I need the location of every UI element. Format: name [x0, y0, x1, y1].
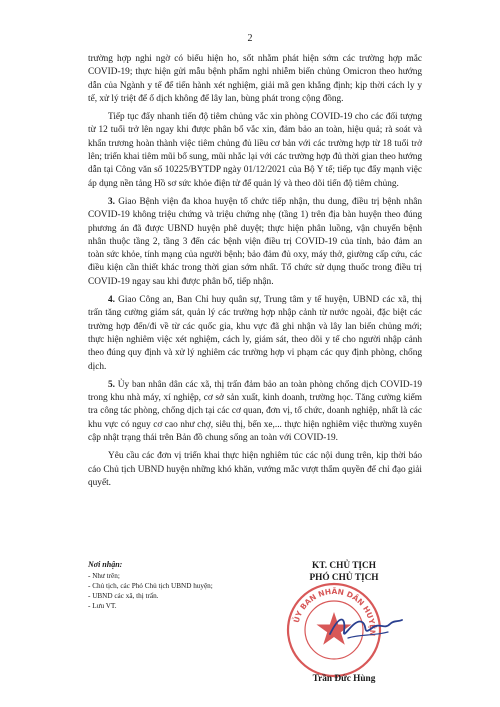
paragraph-item-4 — [88, 294, 422, 374]
item-number: 5. — [108, 379, 115, 390]
paragraph-vaccination: Tiếp tục đẩy nhanh tiến độ tiêm chủng vắc xin phòng COVID-19 cho các đối tượng từ 12 tuổi trở lên ngay khi được phân bổ vắc xin, đảm bảo an toàn, hiệu quả; rà soát và khẩn trương hoàn thành việc tiêm chủng đủ liều cơ bản với các trường hợp từ 18 tuổi trở lên; triển khai tiêm mũi bổ sung, mũi nhắc lại với các trường hợp đủ thời gian theo hướng dẫn tại Công văn số 10225/BYTDP ngày 01/12/2021 của Bộ Y tế; tiếp tục đẩy mạnh việc áp dụng nền tảng Hồ sơ sức khỏe điện tử để quản lý và theo dõi tiến độ tiêm chủng. — [88, 112, 422, 189]
paragraph-intro-continued: trường hợp nghi ngờ có biểu hiện ho, sốt nhằm phát hiện sớm các trường hợp mắc COVID-19; thực hiện gửi mẫu bệnh phẩm nghi nhiễm biến chủng Omicron theo hướng dẫn của Ngành y tế để tiến hành xét nghiệm, giải mã gen khẳng định; kịp thời cách ly y tế, xử lý triệt để ổ dịch không để lây lan, bùng phát trong cộng đồng. — [88, 54, 422, 104]
signature-block — [266, 560, 422, 684]
signer-role-line1: KT. CHỦ TỊCH — [312, 561, 376, 571]
document-body — [88, 53, 422, 495]
recipient-item: - Như trên; — [88, 572, 120, 580]
item-number: 4. — [108, 295, 115, 306]
recipient-item: - UBND các xã, thị trấn. — [88, 592, 159, 600]
signer-role-line2: PHÓ CHỦ TỊCH — [309, 573, 379, 583]
paragraph-closing: Yêu cầu các đơn vị triển khai thực hiện nghiêm túc các nội dung trên, kịp thời báo cáo Chủ tịch UBND huyện những khó khăn, vướng mắc vượt thẩm quyền để chỉ đạo giải quyết. — [88, 451, 422, 488]
handwritten-signature — [326, 608, 406, 648]
item-number: 3. — [108, 196, 115, 207]
recipient-item: - Chủ tịch, các Phó Chủ tịch UBND huyện; — [88, 582, 213, 590]
recipients-list — [88, 560, 263, 611]
recipient-item: - Lưu VT. — [88, 602, 117, 610]
item-text: Giao Bệnh viện đa khoa huyện tổ chức tiếp nhận, thu dung, điều trị bệnh nhân COVID-19 không triệu chứng và triệu chứng nhẹ (tầng 1) trên địa bàn huyện theo đúng phương án đã được UBND huyện phê duyệt; thực hiện phân luồng, vận chuyển bệnh nhân thuộc tầng 2, tầng 3 đến các bệnh viện điều trị COVID-19 của tỉnh, bảo đảm an toàn sức khỏe, tính mạng của người bệnh; bảo đảm đủ oxy, máy thở, giường cấp cứu, các điều kiện cần thiết khác trong thời gian sớm nhất. Tổ chức sử dụng thuốc trong điều trị COVID-19 ngay sau khi được phân bổ, tiếp nhận. — [88, 196, 423, 287]
page-number: 2 — [247, 33, 253, 44]
document-footer — [88, 560, 422, 690]
paragraph-item-5 — [88, 379, 422, 445]
paragraph-item-3 — [88, 196, 422, 289]
recipients-title: Nơi nhận: — [88, 560, 123, 569]
item-text: Giao Công an, Ban Chỉ huy quân sự, Trung tâm y tế huyện, UBND các xã, thị trấn tăng cường giám sát, quản lý các trường hợp nhập cảnh từ nước ngoài, đặc biệt các trường hợp đến/đi về từ các quốc gia, khu vực đã ghi nhận và lây lan biến chủng mới; thực hiện nghiêm việc xét nghiệm, cách ly, giám sát, theo dõi y tế cho người nhập cảnh theo đúng quy định và xử lý nghiêm các trường hợp vi phạm các quy định phòng, chống dịch. — [88, 295, 422, 372]
seal-text: ỦY BAN NHÂN DÂN HUYỆN — [291, 586, 378, 637]
item-text: Ủy ban nhân dân các xã, thị trấn đảm bảo an toàn phòng chống dịch COVID-19 trong khu nhà máy, xí nghiệp, cơ sở sản xuất, kinh doanh, trường học. Tăng cường kiểm tra công tác phòng, chống dịch tại các cơ quan, đơn vị, tổ chức, doanh nghiệp, nhất là các khu vực có nguy cơ cao như chợ, siêu thị, bến xe,... thực hiện nghiêm việc thường xuyên cập nhật trạng thái trên Bản đồ chung sống an toàn với COVID-19. — [88, 379, 422, 444]
signer-name: Trần Đức Hùng — [312, 674, 376, 684]
